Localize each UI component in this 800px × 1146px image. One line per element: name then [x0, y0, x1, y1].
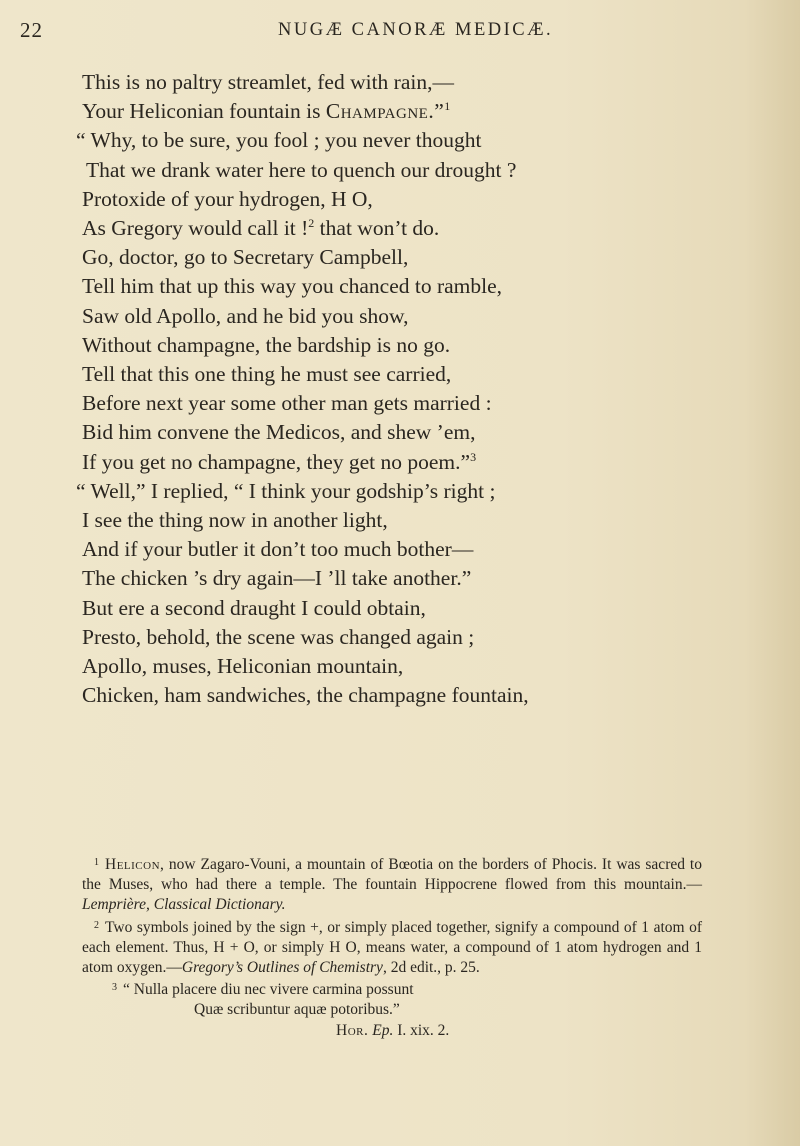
footnote-ref-2: 2 — [308, 216, 315, 231]
poem-line: And if your butler it don’t too much bother— — [82, 537, 474, 562]
poem-line: “ Well,” I replied, “ I think your godship’s right ; — [76, 478, 496, 503]
footnote-source: Hor. Ep. I. xix. 2. — [336, 1021, 450, 1039]
poem-line: “ Why, to be sure, you fool ; you never thought — [76, 128, 482, 153]
latin-verse: Quæ scribuntur aquæ potoribus.” — [194, 1001, 400, 1019]
poem-line: Without champagne, the bardship is no go. — [82, 332, 451, 357]
poem-line: Tell that this one thing he must see carried, — [82, 362, 452, 387]
poem-line: If you get no champagne, they get no poem.”$^3$ — [82, 449, 477, 474]
footnote-1: $^1$ Helicon, now Zagaro-Vouni, a mountain of Bœotia on the borders of Phocis. It was sacred to the Muses, who had there a temple. The fountain Hippocrene flowed from this mountain.—Lemprière, Classical Dictionary. — [82, 856, 702, 914]
poem-line: Tell him that up this way you chanced to ramble, — [82, 274, 503, 299]
poem-line: Bid him convene the Medicos, and shew ’em, — [82, 420, 476, 445]
poem-line: Chicken, ham sandwiches, the champagne fountain, — [82, 683, 529, 708]
footnote-ref-3: 3 — [470, 449, 477, 464]
poem-line: Presto, behold, the scene was changed again ; — [82, 624, 475, 649]
poem-line: That we drank water here to quench our drought ? — [86, 157, 517, 182]
footnote-3 — [82, 978, 702, 1041]
poem-line: But ere a second draught I could obtain, — [82, 595, 426, 620]
poem-line: Apollo, muses, Heliconian mountain, — [82, 654, 404, 679]
latin-verse: $^3$ “ Nulla placere diu nec vivere carmina possunt — [112, 981, 414, 999]
poem-line: Go, doctor, go to Secretary Campbell, — [82, 245, 409, 270]
poem-line: I see the thing now in another light, — [82, 508, 388, 533]
champagne-smallcaps: Champagne.” — [325, 99, 445, 124]
poem-line: Before next year some other man gets married : — [82, 391, 492, 416]
footnote-2: $^2$ Two symbols joined by the sign +, or simply placed together, signify a compound of 1 atom of each element. Thus, H + O, or simply H O, means water, a compound of 1 atom hydrogen and 1 atom oxygen.—Gregory’s Outlines of Chemistry, 2d edit., p. 25. — [82, 918, 702, 977]
footnote-ref-1: 1 — [444, 99, 451, 114]
page-number: 22 — [20, 18, 43, 42]
poem-line: This is no paltry streamlet, fed with rain,— — [82, 70, 454, 94]
poem-line: Your Heliconian fountain is Champagne.”$^1$ — [82, 99, 451, 124]
poem-line: The chicken ’s dry again—I ’ll take another.” — [82, 566, 472, 591]
running-title: NUGÆ CANORÆ MEDICÆ. — [278, 20, 554, 40]
poem-line: Saw old Apollo, and he bid you show, — [82, 303, 409, 328]
poem-line: Protoxide of your hydrogen, H O, — [82, 186, 373, 211]
poem-line: As Gregory would call it !$^2$ that won’t do. — [82, 216, 440, 241]
poem-text — [76, 68, 782, 710]
footnotes — [82, 853, 702, 1041]
